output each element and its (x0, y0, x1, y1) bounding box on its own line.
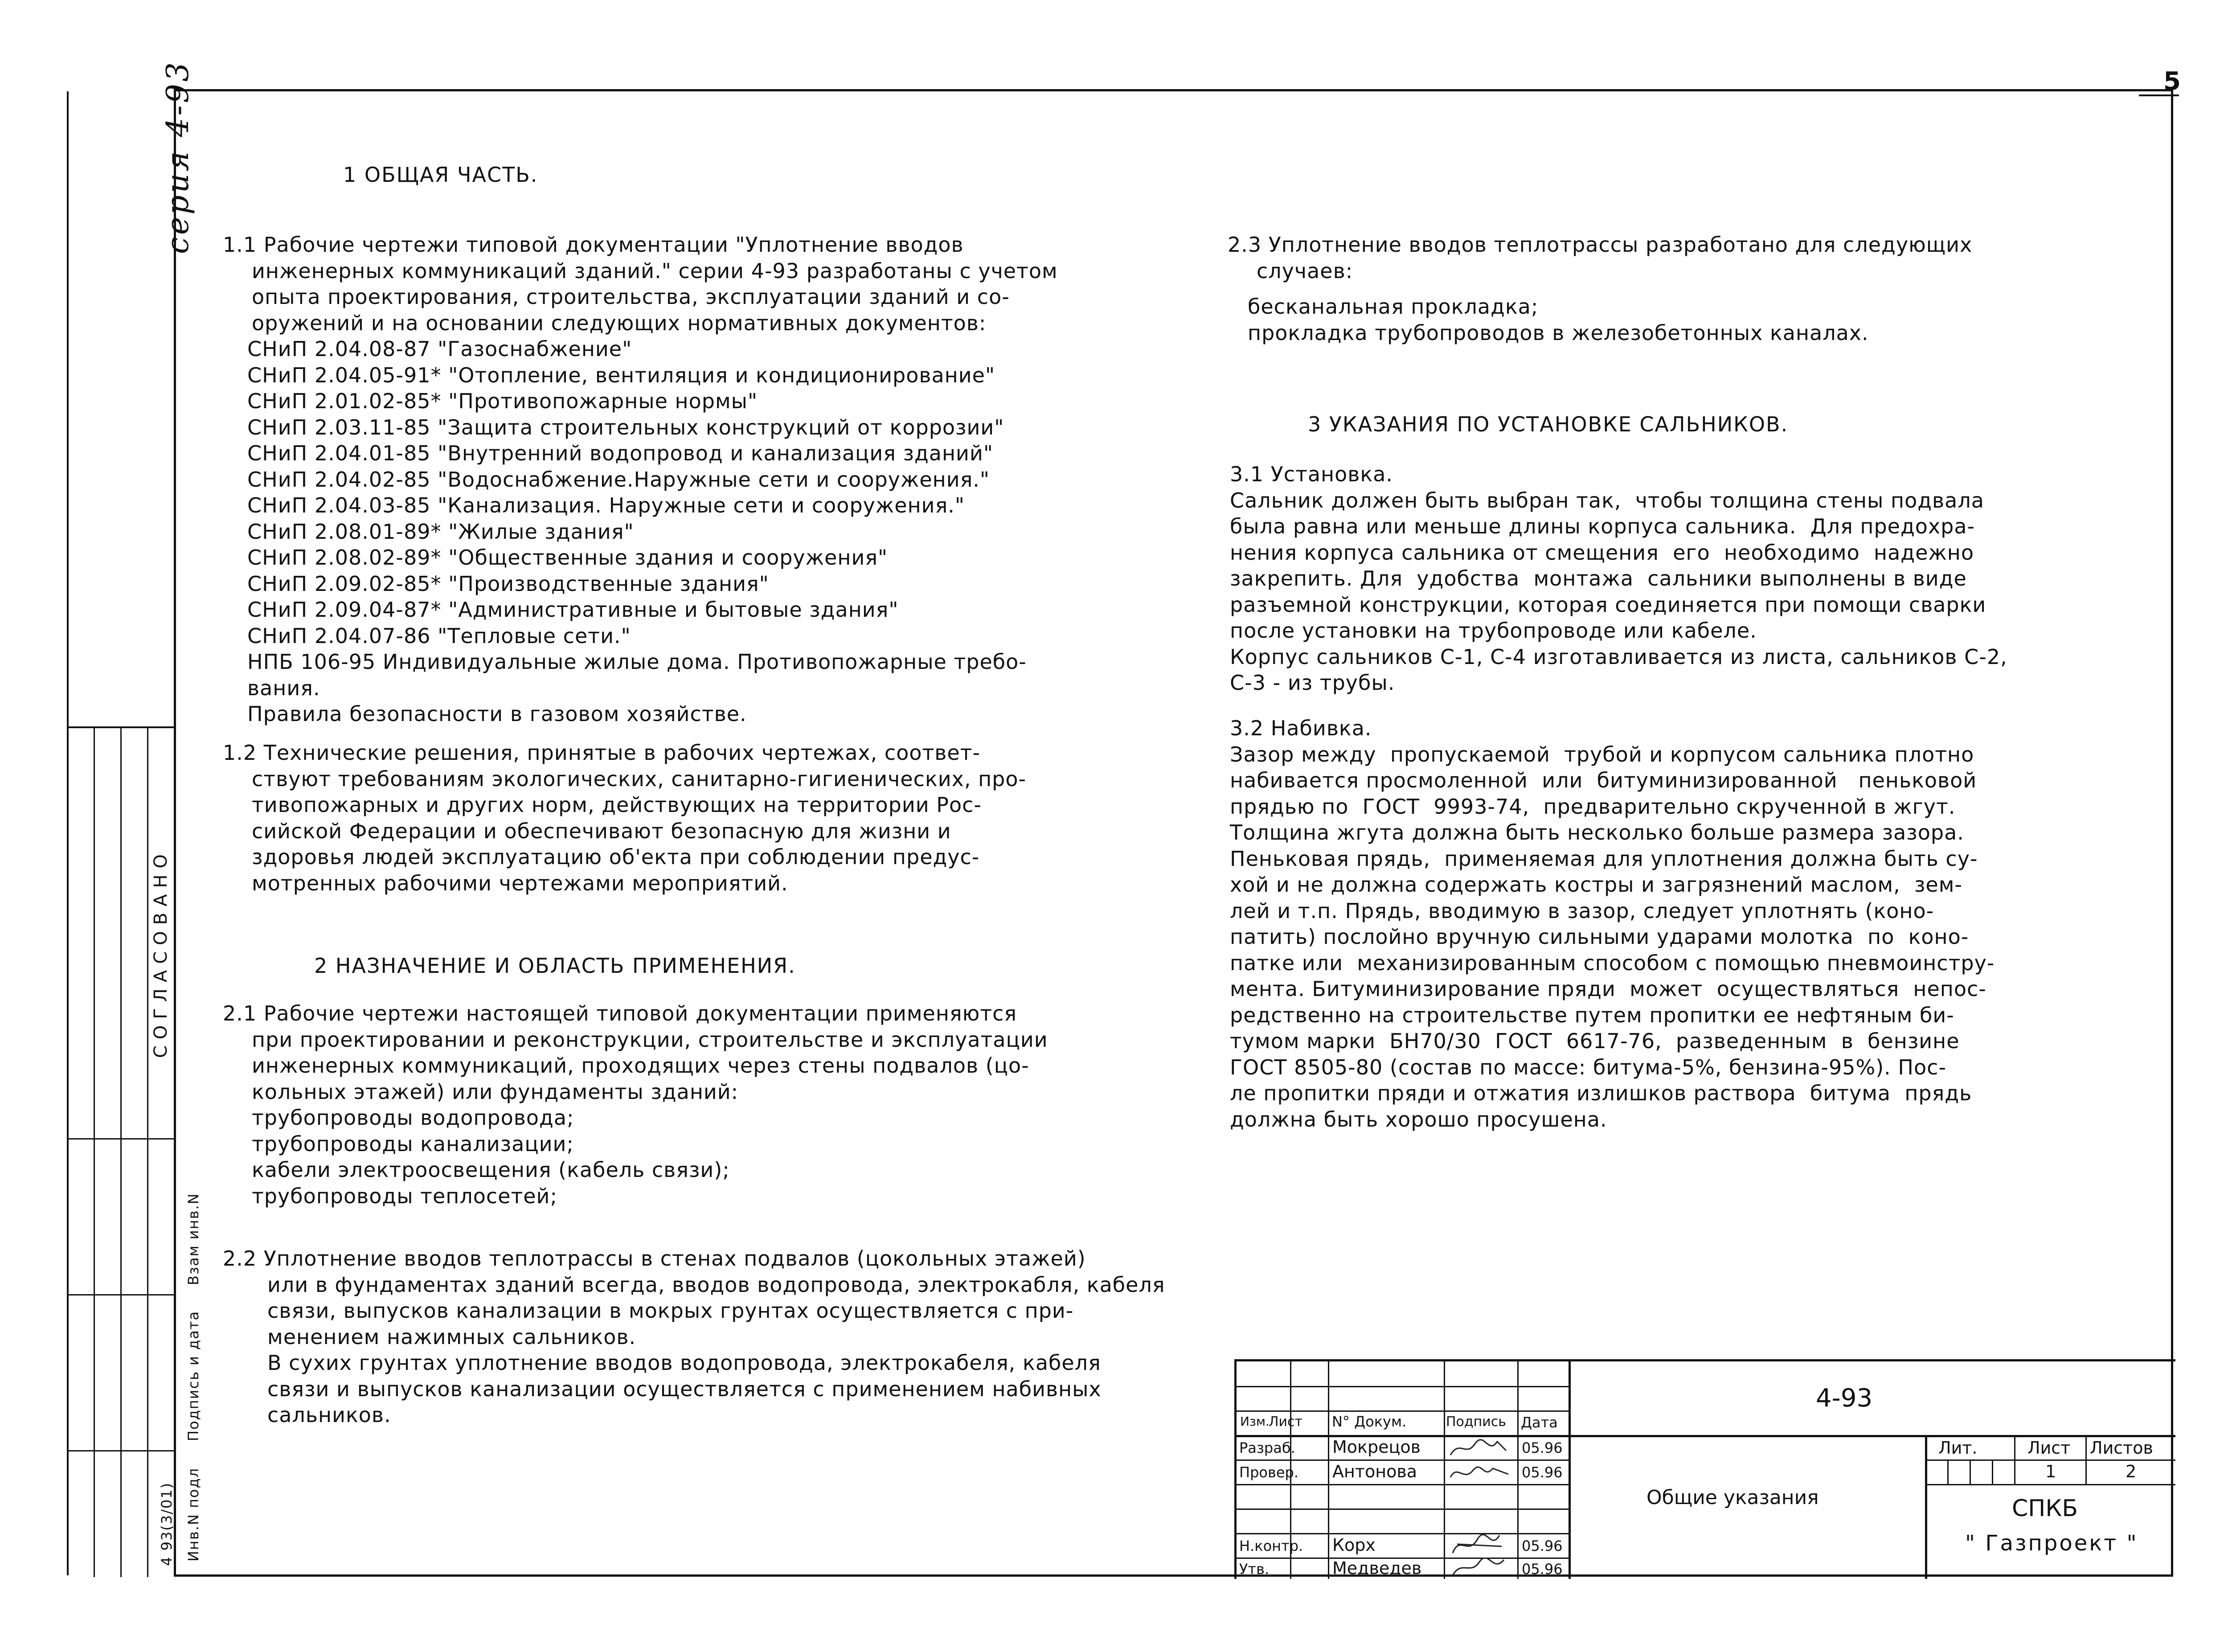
section3-p31 (1230, 461, 2007, 696)
text-line: 3.1 Установка. (1230, 462, 1393, 486)
text-line: прядью по ГОСТ 9993-74, предварительно скрученной в жгут. (1230, 794, 1956, 819)
text-line: сийской Федерации и обеспечивают безопасную для жизни и (252, 819, 951, 843)
text-line: сальников. (267, 1403, 391, 1427)
text-line: должна быть хорошо просушена. (1230, 1107, 1607, 1131)
text-line: случаев: (1257, 258, 1353, 283)
designation: 4-93 (1816, 1384, 1873, 1413)
text-line: мотренных рабочими чертежами мероприятий. (252, 871, 788, 895)
text-line: разъемной конструкции, которая соединяется при помощи сварки (1230, 592, 1986, 617)
section2-p21 (223, 1000, 1048, 1209)
org-line1: СПКБ (2012, 1495, 2078, 1522)
stamp-podpis-data: Подпись и дата (185, 1310, 202, 1441)
text-line: была равна или меньше длины корпуса сальника. Для предохра- (1230, 514, 1975, 538)
text-line: СНиП 2.08.02-89* "Общественные здания и сооружения" (247, 545, 888, 570)
text-line: СНиП 2.01.02-85* "Противопожарные нормы" (247, 389, 758, 413)
series-handwritten: серия 4-93 (160, 60, 196, 254)
text-line: набивается просмоленной или битуминизированной пеньковой (1230, 768, 1977, 792)
section2-p22 (223, 1246, 1165, 1428)
text-line: СНиП 2.04.03-85 "Канализация. Наружные сети и сооружения." (247, 493, 965, 517)
section3-p32 (1230, 715, 1995, 1132)
title-block (1234, 1359, 2175, 1579)
text-line: 1.2 Технические решения, принятые в рабочих чертежах, соответ- (223, 741, 981, 765)
text-line: тумом марки БН70/30 ГОСТ 6617-76, разведенным в бензине (1230, 1029, 1960, 1053)
stamp-vzam-inv: Взам инв.N (185, 1193, 202, 1285)
text-line: лей и т.п. Прядь, вводимую в зазор, следует уплотнять (коно- (1230, 898, 1934, 923)
row-name: Корх (1332, 1535, 1376, 1555)
text-line: ле пропитки пряди и отжатия излишков раствора битума прядь (1230, 1081, 1972, 1105)
row-role: Н.контр. (1239, 1537, 1303, 1554)
text-line: закрепить. Для удобства монтажа сальники выполнены в виде (1230, 566, 1967, 590)
text-line: СНиП 2.09.02-85* "Производственные здания" (247, 571, 769, 596)
text-line: или в фундаментах зданий всегда, вводов водопровода, электрокабля, кабеля (267, 1272, 1165, 1297)
text-line: после установки на трубопроводе или кабеле. (1230, 619, 1757, 643)
text-line: СНиП 2.04.02-85 "Водоснабжение.Наружные сети и сооружения." (247, 467, 990, 492)
text-line: СНиП 2.03.11-85 "Защита строительных конструкций от коррозии" (247, 415, 1004, 439)
text-line: Толщина жгута должна быть несколько больше размера зазора. (1230, 820, 1964, 844)
section1-p11 (223, 232, 1058, 727)
text-line: кольных этажей) или фундаменты зданий: (252, 1079, 739, 1104)
text-line: СНиП 2.09.04-87* "Административные и бытовые здания" (247, 598, 899, 622)
stamp-agreed: СОГЛАСОВАНО (151, 848, 171, 1058)
text-line: СНиП 2.08.01-89* "Жилые здания" (247, 519, 634, 544)
row-date: 05.96 (1522, 1439, 1563, 1456)
text-line: опыта проектирования, строительства, эксплуатации зданий и со- (252, 285, 1010, 309)
text-line: СНиП 2.04.08-87 "Газоснабжение" (247, 337, 632, 361)
text-line: 2.1 Рабочие чертежи настоящей типовой документации применяются (223, 1001, 1017, 1025)
text-line: СНиП 2.04.07-86 "Тепловые сети." (247, 623, 631, 648)
sheet-label: Лист (2027, 1438, 2071, 1458)
section1-heading: 1 ОБЩАЯ ЧАСТЬ. (343, 163, 538, 187)
text-line: связи и выпусков канализации осуществляется с применением набивных (267, 1377, 1102, 1401)
text-line: трубопроводы теплосетей; (252, 1184, 557, 1208)
text-line: 2.3 Уплотнение вводов теплотрассы разработано для следующих (1228, 233, 1973, 257)
text-line: патке или механизированным способом с помощью пневмоинстру- (1230, 951, 1995, 975)
hdr-doc-no: N° Докум. (1332, 1413, 1407, 1430)
hdr-izm: Изм. (1240, 1414, 1270, 1429)
hdr-list: Лист (1269, 1414, 1303, 1430)
text-line: Сальник должен быть выбран так, чтобы толщина стены подвала (1230, 488, 1984, 512)
text-line: вания. (247, 676, 320, 700)
text-line: Пеньковая прядь, применяемая для уплотнения должна быть су- (1230, 846, 1978, 871)
section2-heading: 2 НАЗНАЧЕНИЕ И ОБЛАСТЬ ПРИМЕНЕНИЯ. (314, 954, 796, 978)
text-line: 3.2 Набивка. (1230, 716, 1372, 740)
row-name: Медведев (1332, 1558, 1422, 1578)
text-line: прокладка трубопроводов в железобетонных каналах. (1248, 320, 1869, 345)
text-line: редственно на строительстве путем пропитки ее нефтяным би- (1230, 1003, 1954, 1027)
sheets-label: Листов (2090, 1438, 2153, 1458)
text-line: связи, выпусков канализации в мокрых грунтах осуществляется с при- (267, 1299, 1074, 1323)
signature-icon (1448, 1462, 1511, 1484)
text-line: Корпус сальников С-1, С-4 изготавливается из листа, сальников С-2, (1230, 644, 2007, 669)
text-line: В сухих грунтах уплотнение вводов водопровода, электрокабеля, кабеля (267, 1351, 1101, 1375)
text-line: трубопроводы водопровода; (252, 1106, 574, 1130)
text-line: менением нажимных сальников. (267, 1324, 636, 1349)
text-line: инженерных коммуникаций зданий." серии 4-93 разработаны с учетом (252, 258, 1058, 283)
sheets-value: 2 (2126, 1462, 2137, 1481)
section3-heading: 3 УКАЗАНИЯ ПО УСТАНОВКЕ САЛЬНИКОВ. (1308, 412, 1789, 436)
stamp-inv-podl: Инв.N подл (185, 1467, 202, 1562)
org-line2: " Газпроект " (1965, 1531, 2138, 1556)
row-role: Разраб. (1239, 1439, 1295, 1456)
text-line: Правила безопасности в газовом хозяйстве. (247, 702, 747, 726)
text-line: трубопроводы канализации; (252, 1131, 574, 1156)
lit-label: Лит. (1938, 1438, 1978, 1458)
text-line: 2.2 Уплотнение вводов теплотрассы в стенах подвалов (цокольных этажей) (223, 1246, 1086, 1271)
hdr-data: Дата (1521, 1414, 1558, 1431)
hdr-podpis: Подпись (1446, 1414, 1506, 1430)
text-line: патить) послойно вручную сильными ударами молотка по коно- (1230, 925, 1969, 949)
row-name: Антонова (1332, 1462, 1417, 1481)
text-line: здоровья людей эксплуатацию об'екта при соблюдении предус- (252, 845, 980, 869)
text-line: нения корпуса сальника от смещения его необходимо надежно (1230, 540, 1974, 565)
text-line: Зазор между пропускаемой трубой и корпусом сальника плотно (1230, 742, 1974, 767)
sheet-value: 1 (2045, 1462, 2056, 1481)
text-line: НПБ 106-95 Индивидуальные жилые дома. Противопожарные требо- (247, 650, 1027, 674)
text-line: при проектировании и реконструкции, строительстве и эксплуатации (252, 1027, 1048, 1052)
text-line: СНиП 2.04.05-91* "Отопление, вентиляция и кондиционирование" (247, 363, 995, 387)
doc-title: Общие указания (1646, 1486, 1819, 1509)
side-stamp (67, 726, 202, 1577)
text-line: мента. Битуминизирование пряди может осуществляться непос- (1230, 977, 1986, 1001)
signature-icon (1448, 1558, 1511, 1578)
text-line: СНиП 2.04.01-85 "Внутренний водопровод и канализация зданий" (247, 441, 993, 465)
text-line: тивопожарных и других норм, действующих на территории Рос- (252, 793, 982, 817)
text-line: хой и не должна содержать костры и загрязнений маслом, зем- (1230, 873, 1963, 897)
section2-p23 (1228, 232, 1972, 346)
row-role: Утв. (1239, 1561, 1270, 1578)
sheet-number-underline (2139, 94, 2179, 96)
signature-icon (1448, 1437, 1511, 1459)
row-date: 05.96 (1522, 1464, 1563, 1481)
signature-icon (1448, 1531, 1511, 1558)
text-line: 1.1 Рабочие чертежи типовой документации "Уплотнение вводов (223, 233, 964, 257)
text-line: бесканальная прокладка; (1248, 295, 1539, 319)
text-line: кабели электроосвещения (кабель связи); (252, 1158, 730, 1182)
row-role: Провер. (1239, 1464, 1298, 1481)
sheet-number: 5 (2163, 67, 2181, 96)
row-name: Мокрецов (1332, 1437, 1421, 1457)
row-date: 05.96 (1522, 1561, 1563, 1578)
row-date: 05.96 (1522, 1537, 1563, 1554)
stamp-inv-code: 4 93(3/01) (158, 1482, 175, 1566)
text-line: С-3 - из трубы. (1230, 671, 1395, 695)
text-line: инженерных коммуникаций, проходящих через стены подвалов (цо- (252, 1054, 1029, 1078)
section1-p12 (223, 740, 1026, 896)
text-line: оружений и на основании следующих нормативных документов: (252, 311, 987, 335)
text-line: ГОСТ 8505-80 (состав по массе: битума-5%, бензина-95%). Пос- (1230, 1055, 1947, 1079)
text-line: ствуют требованиям экологических, санитарно-гигиенических, про- (252, 767, 1027, 791)
